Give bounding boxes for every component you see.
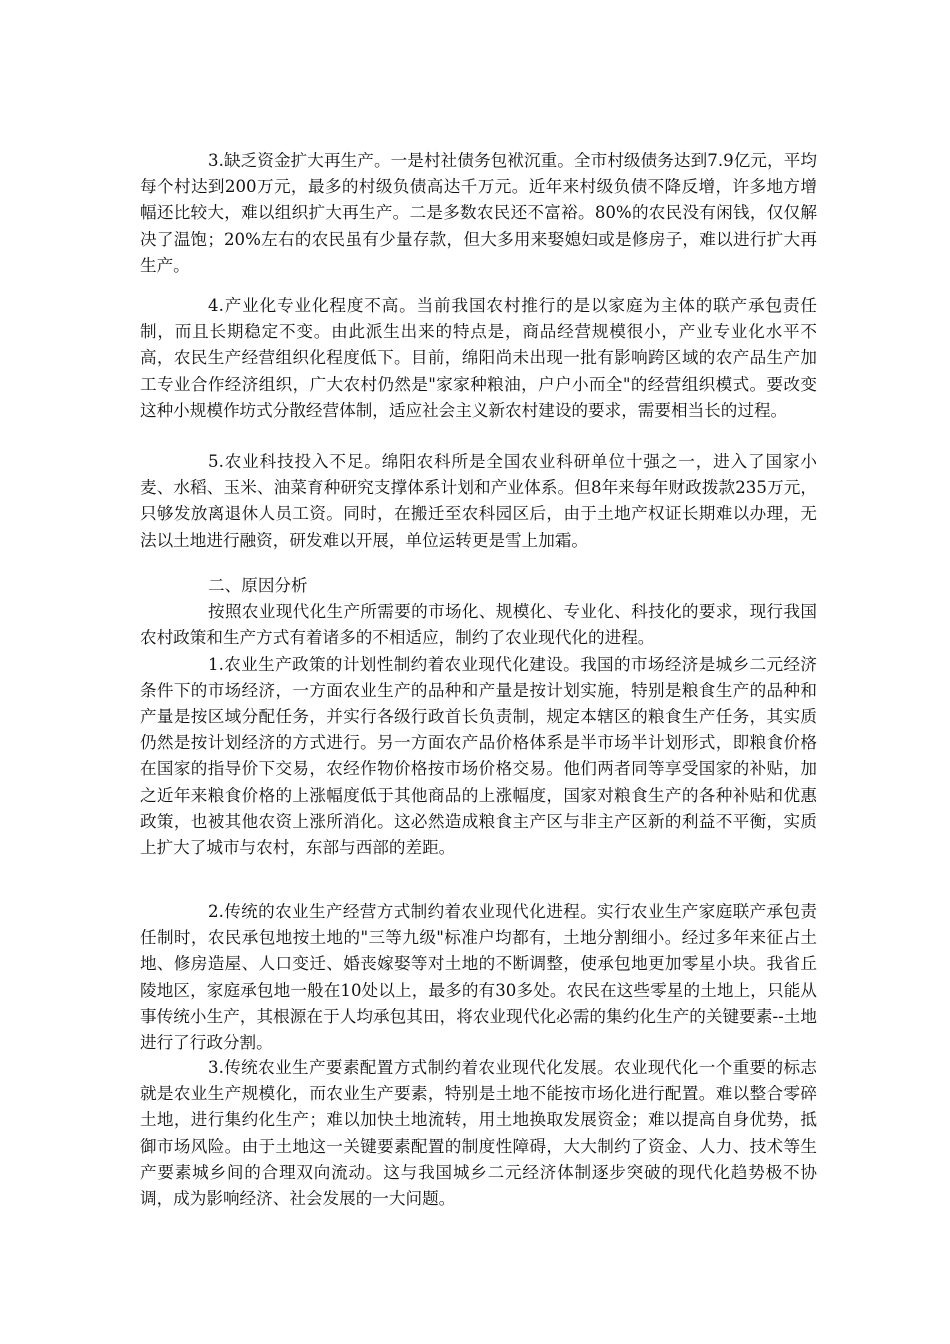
paragraph-operation-mode: 2.传统的农业生产经营方式制约着农业现代化进程。实行农业生产家庭联产承包责任制时，农民承包地按土地的"三等九级"标准户均都有，土地分割细小。经过多年来征占土地、修房造屋、人口变迁、婚丧嫁娶等对土地的不断调整，使承包地更加零星小块。我省丘陵地区，家庭承包地一般在10处以上，最多的有30多处。农民在这些零星的土地上，只能从事传统小生产，其根源在于人均承包其田，将农业现代化必需的集约化生产的关键要素--土地进行了行政分割。: [140, 902, 817, 1053]
section-industrialization: [140, 293, 817, 424]
paragraph-planning-policy: 1.农业生产政策的计划性制约着农业现代化建设。我国的市场经济是城乡二元经济条件下的市场经济，一方面农业生产的品种和产量是按计划实施，特别是粮食生产的品种和产量是按区域分配任务，并实行各级行政首长负责制，规定本辖区的粮食生产任务，其实质仍然是按计划经济的方式进行。另一方面农产品价格体系是半市场半计划形式，即粮食价格在国家的指导价下交易，农经作物价格按市场价格交易。他们两者同等享受国家的补贴，加之近年来粮食价格的上涨幅度低于其他商品的上涨幅度，国家对粮食生产的各种补贴和优惠政策，也被其他农资上涨所消化。这必然造成粮食主产区与非主产区新的利益不平衡，实质上扩大了城市与农村，东部与西部的差距。: [140, 654, 817, 858]
paragraph-factor-allocation: 3.传统农业生产要素配置方式制约着农业现代化发展。农业现代化一个重要的标志就是农业生产规模化，而农业生产要素，特别是土地不能按市场化进行配置。难以整合零碎土地，进行集约化生产；难以加快土地流转，用土地换取发展资金；难以提高自身优势，抵御市场风险。由于土地这一关键要素配置的制度性障碍，大大制约了资金、人力、技术等生产要素城乡间的合理双向流动。这与我国城乡二元经济体制逐步突破的现代化趋势极不协调，成为影响经济、社会发展的一大问题。: [140, 1058, 817, 1209]
section-heading: 二、原因分析: [208, 576, 308, 595]
section-cause-analysis: [140, 573, 817, 861]
section-factor-allocation: [140, 1055, 817, 1212]
section-technology: [140, 449, 817, 554]
paragraph-intro: 按照农业现代化生产所需要的市场化、规模化、专业化、科技化的要求，现行我国农村政策和生产方式有着诸多的不相适应，制约了农业现代化的进程。: [140, 602, 817, 648]
paragraph-technology: 5.农业科技投入不足。绵阳农科所是全国农业科研单位十强之一，进入了国家小麦、水稻、玉米、油菜育种研究支撑体系计划和产业体系。但8年来每年财政拨款235万元，只够发放离退休人员工资。同时，在搬迁至农科园区后，由于土地产权证长期难以办理，无法以土地进行融资，研发难以开展，单位运转更是雪上加霜。: [140, 452, 817, 550]
section-operation-mode: [140, 899, 817, 1056]
section-funding: [140, 148, 817, 279]
paragraph-funding-shortage: 3.缺乏资金扩大再生产。一是村社债务包袱沉重。全市村级债务达到7.9亿元，平均每个村达到200万元，最多的村级负债高达千万元。近年来村级负债不降反增，许多地方增幅还比较大，难以组织扩大再生产。二是多数农民还不富裕。80%的农民没有闲钱，仅仅解决了温饱；20%左右的农民虽有少量存款，但大多用来娶媳妇或是修房子，难以进行扩大再生产。: [140, 151, 817, 275]
paragraph-industrialization: 4.产业化专业化程度不高。当前我国农村推行的是以家庭为主体的联产承包责任制，而且长期稳定不变。由此派生出来的特点是，商品经营规模很小，产业专业化水平不高，农民生产经营组织化程度低下。目前，绵阳尚未出现一批有影响跨区域的农产品生产加工专业合作经济组织，广大农村仍然是"家家种粮油，户户小而全"的经营组织模式。要改变这种小规模作坊式分散经营体制，适应社会主义新农村建设的要求，需要相当长的过程。: [140, 296, 817, 420]
